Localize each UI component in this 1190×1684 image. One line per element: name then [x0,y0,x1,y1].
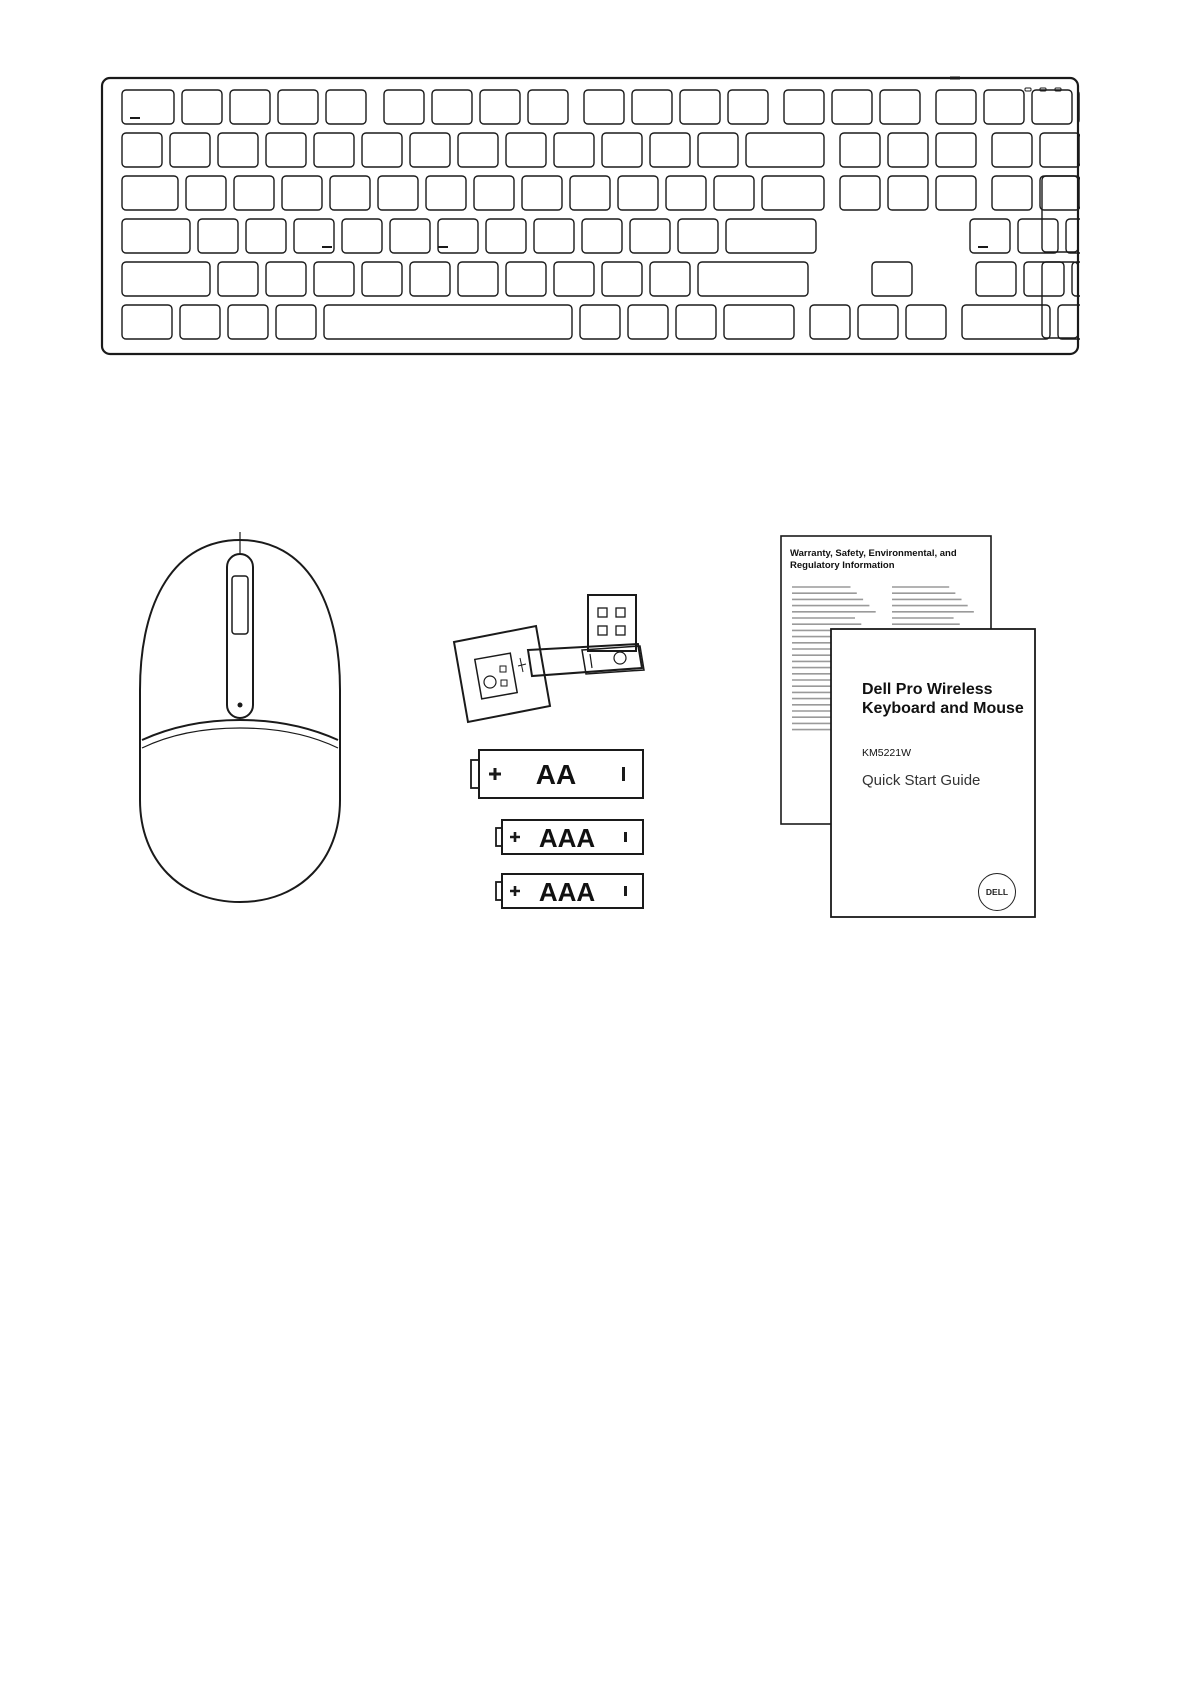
keyboard-key [1024,262,1064,296]
keyboard-key [676,305,716,339]
keyboard-key [266,262,306,296]
keyboard-key [528,90,568,124]
keyboard-key [728,90,768,124]
battery-aa [470,748,645,800]
keyboard-key [326,90,366,124]
keyboard-key [970,219,1010,253]
keyboard-key [198,219,238,253]
keyboard-key [432,90,472,124]
keyboard-key [282,176,322,210]
keyboard-key [714,176,754,210]
keyboard-key [246,219,286,253]
keyboard-key [554,133,594,167]
guide-subtitle: Quick Start Guide [862,772,981,789]
battery-aaa-icon [495,818,645,856]
battery-aaa-1 [495,818,645,856]
keyboard-key [362,133,402,167]
battery-aa-icon [470,748,645,800]
keyboard-key [762,176,824,210]
keyboard-key [678,219,718,253]
keyboard-key [122,90,174,124]
battery-aaa-label-2: AAA [538,877,596,907]
keyboard-key-plus [1042,176,1078,252]
keyboard-key [936,176,976,210]
keyboard-key [632,90,672,124]
mouse-icon [135,530,345,910]
battery-aaa-icon [495,872,645,910]
guide-title: Dell Pro Wireless Keyboard and Mouse [862,681,1024,717]
keyboard-key [582,219,622,253]
keyboard-key [628,305,668,339]
keyboard-key [840,133,880,167]
keyboard-key [314,262,354,296]
keyboard-key [1040,176,1080,210]
keyboard-key [580,305,620,339]
battery-aa-label: AA [535,759,577,790]
keyboard-key [570,176,610,210]
keyboard-key [342,219,382,253]
keyboard-key [378,176,418,210]
keyboard-key [186,176,226,210]
keyboard-key [680,90,720,124]
keyboard-key [992,133,1032,167]
dell-logo: DELL [978,873,1016,911]
keyboard-key [384,90,424,124]
keyboard-key [1018,219,1058,253]
keyboard-key [234,176,274,210]
keyboard-key [218,262,258,296]
keyboard-key [1032,90,1072,124]
keyboard-key [936,90,976,124]
keyboard-key [122,305,172,339]
keyboard-key [554,262,594,296]
keyboard-key [906,305,946,339]
keyboard-key [390,219,430,253]
battery-aaa-2 [495,872,645,910]
keyboard-key [480,90,520,124]
keyboard-key [630,219,670,253]
keyboard-key [832,90,872,124]
keyboard-key [182,90,222,124]
keyboard-key [618,176,658,210]
keyboard-key [1058,305,1080,339]
keyboard-key [122,219,190,253]
keyboard-key [810,305,850,339]
keyboard-led [1025,88,1031,91]
keyboard-key [266,133,306,167]
keyboard-key [698,262,808,296]
keyboard-key [506,133,546,167]
keyboard-key [180,305,220,339]
keyboard-key [458,262,498,296]
keyboard-key [666,176,706,210]
keyboard-key [362,262,402,296]
keyboard-key [458,133,498,167]
usb-receiver-icon [450,590,650,730]
keyboard-key [872,262,912,296]
keyboard-key [584,90,624,124]
keyboard-key [122,176,178,210]
mouse-illustration [135,530,345,910]
keyboard-key [218,133,258,167]
keyboard-key [840,176,880,210]
keyboard-key [410,133,450,167]
keyboard-key [122,262,210,296]
keyboard-key [170,133,210,167]
keyboard-key [602,262,642,296]
guide-model: KM5221W [862,747,912,759]
keyboard-key [858,305,898,339]
keyboard-key [602,133,642,167]
keyboard-key [534,219,574,253]
keyboard-key [650,262,690,296]
keyboard-key [976,262,1016,296]
keyboard-key [888,133,928,167]
keyboard-key [506,262,546,296]
keyboard-key [426,176,466,210]
keyboard-key [992,176,1032,210]
keyboard-key [1040,133,1080,167]
keyboard-key [880,90,920,124]
battery-aaa-label-1: AAA [538,823,596,853]
keyboard-illustration [100,70,1080,360]
keyboard-key [230,90,270,124]
keyboard-body [102,78,1078,354]
keyboard-key [278,90,318,124]
warranty-title: Warranty, Safety, Environmental, and Regulatory Information [790,548,957,571]
keyboard-key [698,133,738,167]
keyboard-key [962,305,1050,339]
keyboard-key [122,133,162,167]
keyboard-key [888,176,928,210]
keyboard-key [984,90,1024,124]
keyboard-key [474,176,514,210]
keyboard-key [726,219,816,253]
keyboard-key [486,219,526,253]
keyboard-key [330,176,370,210]
keyboard-key [324,305,572,339]
keyboard-key [228,305,268,339]
keyboard-key [936,133,976,167]
keyboard-key [522,176,562,210]
keyboard-key [650,133,690,167]
keyboard-key [784,90,824,124]
keyboard-key [314,133,354,167]
keyboard-key [276,305,316,339]
keyboard-key [746,133,824,167]
keyboard-key [724,305,794,339]
usb-receiver-illustration [450,590,650,730]
keyboard-key [410,262,450,296]
keyboard-icon [100,70,1080,360]
